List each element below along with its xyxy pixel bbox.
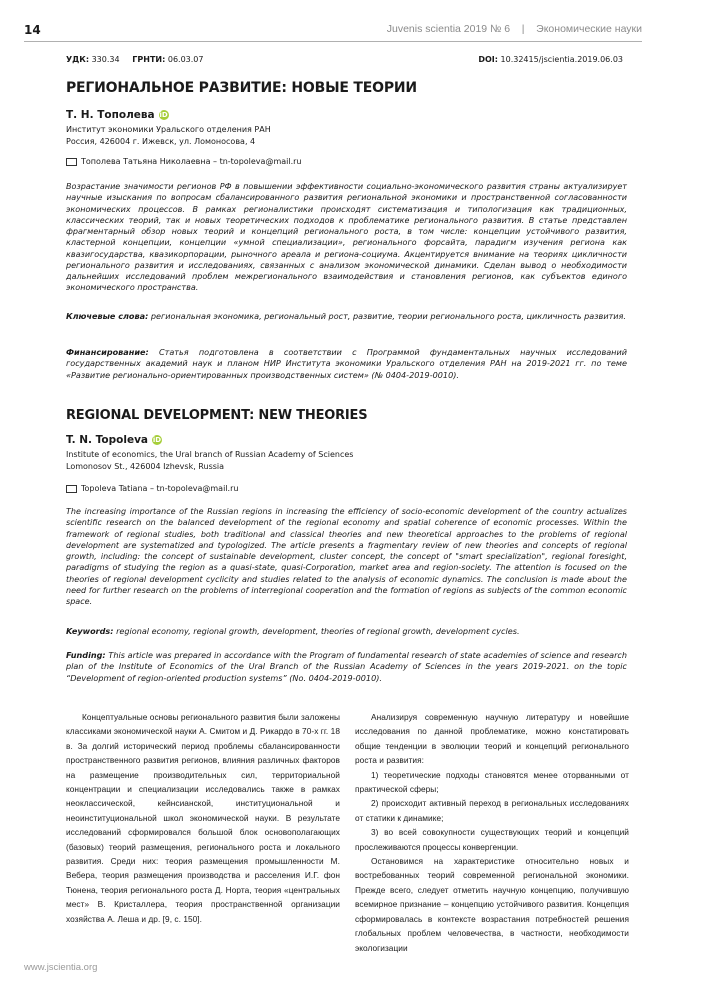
body-paragraph: 1) теоретические подходы становятся менее оторванными от практической сферы;: [355, 769, 629, 795]
header-separator: |: [521, 23, 525, 35]
orcid-icon[interactable]: iD: [159, 111, 168, 119]
body-paragraph: 2) происходит активный переход в региональных исследованиях от статики к динамике;: [355, 798, 629, 823]
journal-name: Juvenis scientia 2019 № 6: [386, 23, 511, 35]
ru-author: [66, 109, 627, 121]
classification-codes: [66, 55, 203, 64]
en-affiliation-line-2: Lomonosov St., 426004 Izhevsk, Russia: [66, 461, 225, 471]
ru-keywords-label: Ключевые слова:: [66, 311, 149, 321]
section-name: Экономические науки: [536, 23, 642, 35]
ru-funding-text: Статья подготовлена в соответствии с Программой фундаментальных научных исследований государственных академий наук и планом НИР Института экономики Уральского отделения РАН на 2019-2021 гг. по теме «Развитие регионально-ориентированных производственных систем» (№ 0404-2019-0010).: [66, 347, 627, 380]
ru-email: [66, 157, 627, 166]
en-affiliation-line-1: Institute of economics, the Ural branch of Russian Academy of Sciences: [66, 450, 354, 459]
body-paragraph: Анализируя современную научную литературу и новейшие исследования по данной проблематике, можно констатировать общие тенденции в эволюции теорий и концепций регионального роста и развития:: [355, 712, 629, 766]
en-funding: [66, 650, 627, 684]
grnti-value: 06.03.07: [167, 55, 204, 64]
en-keywords-label: Keywords:: [66, 626, 114, 636]
ru-keywords: [66, 311, 627, 322]
en-affiliation: [66, 449, 627, 472]
body-column-left: [66, 710, 340, 926]
en-keywords: [66, 626, 627, 637]
ru-author-name: Т. Н. Тополева: [66, 109, 155, 121]
body-paragraph: Концептуальные основы регионального развития были заложены классиками экономической науки А. Смитом и Д. Рикардо в 70-х гг. 18 в. За долгий исторический период проблемы сбалансированности пространственного развития регионов, влияния различных факторов на размещение производительных сил, территориальной концентрации и специализации исследовались также в рамках неоклассической, кейнсианской, институциональной и неоинституциональной школ экономической науки. В результате исследований сформировался большой блок основополагающих (базовых) теорий размещения, регионального роста и локального развития. Среди них: теория размещения промышленности М. Вебера, теория размещения производства и расселения И.Г. фон Тюнена, теория регионального роста Д. Норта, теория «центральных мест» В. Кристаллера, теория пространственной организации хозяйства А. Леша и др. [9, с. 150].: [66, 712, 340, 924]
grnti-label: ГРНТИ:: [132, 55, 166, 64]
body-paragraph: Остановимся на характеристике относительно новых и востребованных теорий современной региональной экономики. Прежде всего, следует отметить научную концепцию, получившую всемирное признание – концепцию устойчивого развития. Концепция сформировалась в контексте возрастания потребностей решения глобальных проблем человечества, в частности, необходимости экологизации: [355, 856, 629, 953]
ru-keywords-text: региональная экономика, региональный рост, развитие, теории регионального роста, цикличность развития.: [150, 311, 626, 321]
en-email: [66, 484, 627, 493]
ru-affiliation-line-1: Институт экономики Уральского отделения РАН: [66, 125, 271, 134]
ru-email-text: Тополева Татьяна Николаевна – tn-topoleva@mail.ru: [81, 157, 302, 166]
ru-affiliation-line-2: Россия, 426004 г. Ижевск, ул. Ломоносова, 4: [66, 136, 256, 146]
en-funding-label: Funding:: [66, 650, 106, 660]
en-funding-text: This article was prepared in accordance with the Program of fundamental research of state academies of science and research plan of the Institute of Economics of the Ural Branch of the Russian Academy of Sciences in the years 2019-2021. on the topic “Development of region-oriented production systems” (No. 0404-2019-0010).: [66, 650, 627, 683]
doi-label: DOI:: [478, 55, 498, 64]
en-email-text: Topoleva Tatiana – tn-topoleva@mail.ru: [81, 484, 239, 493]
en-author: [66, 434, 627, 446]
ru-funding: [66, 347, 627, 381]
header-rule: [24, 41, 642, 42]
doi: [478, 55, 623, 64]
body-column-right: [355, 710, 629, 955]
en-keywords-text: regional economy, regional growth, development, theories of regional growth, development cycles.: [116, 626, 520, 636]
footer-site-link[interactable]: www.jscientia.org: [24, 962, 98, 973]
mail-icon: [66, 485, 77, 493]
en-title: REGIONAL DEVELOPMENT: NEW THEORIES: [66, 408, 368, 423]
udk-label: УДК:: [66, 55, 90, 64]
ru-abstract: Возрастание значимости регионов РФ в повышении эффективности социально-экономического развития страны актуализирует научные изыскания по вопросам сбалансированного развития региональной экономики и пространственной согласованности экономических процессов. В рамках регионалистики происходят систематизация и типологизация как традиционных, классических теорий, так и новых теоретических подходов к проблематике регионального развития. В статье представлен фрагментарный обзор новых теорий и концепций регионального роста, в том числе: концепции устойчивого развития, кластерной концепции, концепции «умной специализации», регионального форсайта, парадигм изучения региона как квазигосударства, квазикорпорации, рыночного ареала и региона-социума. Акцентируется внимание на теориях цикличности регионального развития и исследованиях, связанных с анализом экономической динамики. Сделан вывод о необходимости дальнейших исследований проблем межрегионального взаимодействия и становления регионов, как субъектов единого экономического пространства.: [66, 182, 627, 293]
en-abstract: The increasing importance of the Russian regions in increasing the efficiency of socio-economic development of the country actualizes scientific research on the balanced development of the regional economy and spatial coherence of economic processes. Within the framework of regional studies, both traditional and classical theories and new theoretical approaches to the problems of regional development are systematized and typologized. The article presents a fragmentary review of new theories and concepts of regional growth, including: the concept of sustainable development, cluster concept, the concept of "smart specialization", regional foresight, paradigms of studying the region as a quasi-state, quasi-Corporation, market area and region-society. The attention is focused on the theories of regional development cyclicity and studies related to the analysis of economic dynamics. The conclusion is made about the need for further research on the problems of interregional cooperation and the formation of regions as subjects of the common economic space.: [66, 507, 627, 606]
ru-affiliation: [66, 124, 627, 147]
body-paragraph: 3) во всей совокупности существующих теорий и концепций прослеживаются процессы конвергенции.: [355, 827, 629, 852]
ru-funding-label: Финансирование:: [66, 347, 149, 357]
ru-title: РЕГИОНАЛЬНОЕ РАЗВИТИЕ: НОВЫЕ ТЕОРИИ: [66, 80, 417, 96]
page-number: 14: [24, 23, 41, 37]
running-header: [387, 23, 642, 35]
en-author-name: T. N. Topoleva: [66, 434, 149, 446]
mail-icon: [66, 158, 77, 166]
orcid-icon[interactable]: iD: [152, 436, 162, 444]
udk-value: 330.34: [91, 55, 120, 64]
doi-value[interactable]: 10.32415/jscientia.2019.06.03: [500, 55, 623, 64]
